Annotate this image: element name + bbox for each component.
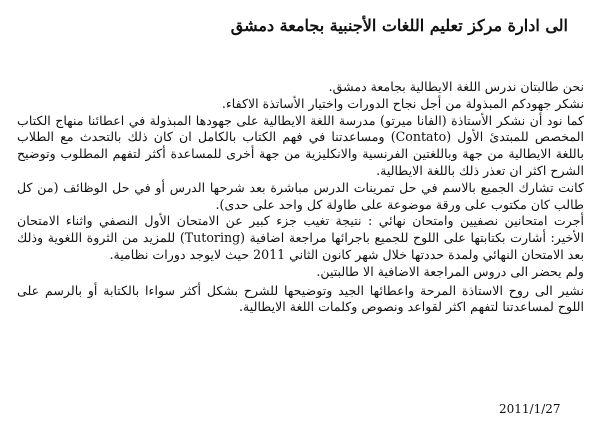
paragraph-thanks-center: نشكر جهودكم المبذولة من أجل نجاح الدورات واختيار الأساتذة الاكفاء. [221, 95, 584, 111]
document-body [17, 79, 584, 316]
paragraph-thanks-teacher: كما نود أن نشكر الأستاذة (الفانا ميرتو) مدرسة اللغة الايطالية على جهودها المبذولة في اعطائنا منهاج الكتاب المخصص للمبتدئ الأول (Contato) ومساعدتنا في فهم الكتاب بالكامل ان كان ذلك بالتحدث مع الطلاب باللغة الايطالية من جهة وباللغتين الفرنسية والانكليزية من جهة أخرى للمساعدة أكثر لتفهم المطلوب وتوضيح الشرح اكثر ان تعذر ذلك باللغة الايطالية. [17, 112, 584, 178]
document-title: الى ادارة مركز تعليم اللغات الأجنبية بجامعة دمشق [230, 16, 568, 35]
paragraph-attendance: ولم يحضر الى دروس المراجعة الاضافية الا طالبتين. [316, 263, 584, 279]
document-date: 2011/1/27 [499, 402, 561, 416]
paragraph-intro: نحن طالبتان ندرس اللغة الايطالية بجامعة دمشق. [328, 79, 584, 94]
paragraph-exams: أجرت امتحانين نصفيين وامتحان نهائي : نتيجة تغيب جزء كبير عن الامتحان الأول النصفي واثناء الامتحان الأخير: أشارت بكتابتها على اللوح للجميع باجرائها مراجعة اضافية (Tutoring) للمزيد من الثروة اللغوية وذلك بعد الامتحان النهائي ولمدة حددتها خلال شهر كانون الثاني 2011 حيث لايوجد دورات نظامية. [17, 213, 584, 262]
paragraph-participation: كانت تشارك الجميع بالاسم في حل تمرينات الدرس مباشرة بعد شرحها الدرس أو في حل الوظائف (من كل طالب كان مكتوب على ورقة موضوعة على طاولة كل واحد على حدى). [17, 179, 584, 212]
paragraph-closing: نشير الى روح الاستاذة المرحة واعطائها الجيد وتوضيحها للشرح بشكل أكثر سواءا بالكتابة أو بالرسم على اللوح لمساعدتنا لتفهم اكثر لقواعد ونصوص وكلمات اللغة الايطالية. [17, 282, 584, 315]
